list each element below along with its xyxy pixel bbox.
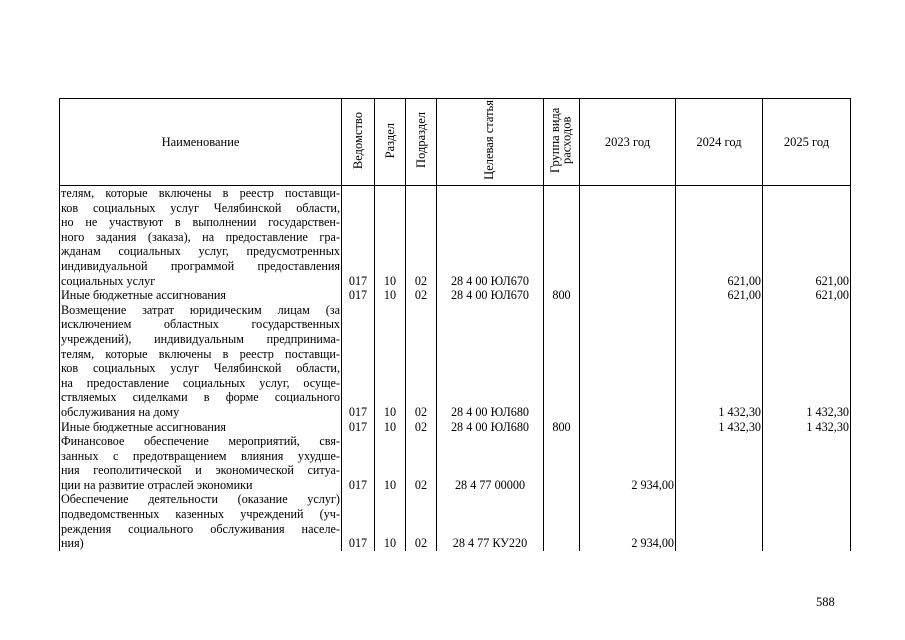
table-row xyxy=(60,186,851,289)
row-2023 xyxy=(580,420,676,435)
header-gruppa: Группа вида расходов xyxy=(544,99,580,186)
row-name-line: Иные бюджетные ассигнования xyxy=(61,419,227,434)
row-name-line: ции на развитие отраслей экономики xyxy=(61,477,253,492)
row-2023 xyxy=(580,303,676,420)
row-2024 xyxy=(676,492,763,550)
row-razdel: 10 xyxy=(375,186,406,289)
row-podrazdel: 02 xyxy=(406,303,437,420)
row-vedomstvo: 017 xyxy=(342,288,375,303)
row-name-line: ков социальных услуг Челябинской области, xyxy=(61,200,340,215)
row-2023 xyxy=(580,288,676,303)
row-razdel: 10 xyxy=(375,434,406,492)
header-podrazdel: Подраздел xyxy=(406,99,437,186)
row-name-line: индивидуальной программой предоставления xyxy=(61,258,340,273)
row-name-line: реждения социального обслуживания населе- xyxy=(61,521,340,536)
row-name xyxy=(60,492,342,550)
row-2025 xyxy=(763,492,851,550)
row-name-line: Возмещение затрат юридическим лицам (за xyxy=(61,302,340,317)
row-celevaya: 28 4 77 КУ220 xyxy=(437,492,544,550)
row-name-line: Обеспечение деятельности (оказание услуг) xyxy=(61,492,340,507)
row-podrazdel: 02 xyxy=(406,420,437,435)
row-name-line: жданам социальных услуг, предусмотренных xyxy=(61,244,340,259)
row-name-line: ния) xyxy=(61,536,84,551)
row-razdel: 10 xyxy=(375,288,406,303)
row-2024: 1 432,30 xyxy=(676,420,763,435)
row-celevaya: 28 4 00 ЮЛ680 xyxy=(437,420,544,435)
header-celevaya: Целевая статья xyxy=(437,99,544,186)
header-2023: 2023 год xyxy=(580,99,676,186)
row-name-line: ния геополитической и экономической ситуа- xyxy=(61,463,340,478)
row-2023 xyxy=(580,186,676,289)
table-row xyxy=(60,420,851,435)
row-name-line: Финансовое обеспечение мероприятий, свя- xyxy=(61,434,340,449)
row-razdel: 10 xyxy=(375,492,406,550)
row-name-line: исключением областных государственных xyxy=(61,317,340,332)
row-vedomstvo: 017 xyxy=(342,492,375,550)
row-2025: 621,00 xyxy=(763,288,851,303)
row-name xyxy=(60,420,342,435)
table-row xyxy=(60,288,851,303)
row-celevaya: 28 4 77 00000 xyxy=(437,434,544,492)
row-name-line: обслуживания на дому xyxy=(61,404,180,419)
row-vedomstvo: 017 xyxy=(342,186,375,289)
row-name xyxy=(60,303,342,420)
page-number: 588 xyxy=(816,595,835,609)
row-name-line: подведомственных казенных учреждений (уч- xyxy=(61,507,340,522)
row-celevaya: 28 4 00 ЮЛ670 xyxy=(437,186,544,289)
row-name xyxy=(60,186,342,289)
row-name-line: на предоставление социальных услуг, осуще- xyxy=(61,375,340,390)
row-vedomstvo: 017 xyxy=(342,434,375,492)
row-podrazdel: 02 xyxy=(406,288,437,303)
row-podrazdel: 02 xyxy=(406,186,437,289)
row-name xyxy=(60,434,342,492)
row-2025: 621,00 xyxy=(763,186,851,289)
row-name-line: социальных услуг xyxy=(61,273,156,288)
table-row xyxy=(60,492,851,550)
row-vedomstvo: 017 xyxy=(342,303,375,420)
header-2025: 2025 год xyxy=(763,99,851,186)
table-row xyxy=(60,303,851,420)
row-name-line: телям, которые включены в реестр поставщи- xyxy=(61,186,340,200)
budget-table xyxy=(59,98,851,551)
header-2024: 2024 год xyxy=(676,99,763,186)
row-gruppa xyxy=(544,186,580,289)
row-gruppa: 800 xyxy=(544,420,580,435)
row-2023: 2 934,00 xyxy=(580,492,676,550)
table-header-row xyxy=(60,99,851,186)
row-name-line: телям, которые включены в реестр поставщи- xyxy=(61,346,340,361)
row-celevaya: 28 4 00 ЮЛ670 xyxy=(437,288,544,303)
table-row xyxy=(60,434,851,492)
row-gruppa xyxy=(544,303,580,420)
header-vedomstvo: Ведомство xyxy=(342,99,375,186)
row-2024: 1 432,30 xyxy=(676,303,763,420)
row-name-line: ков социальных услуг Челябинской области, xyxy=(61,361,340,376)
row-name-line: но не участвуют в выполнении государствен- xyxy=(61,215,340,230)
row-2023: 2 934,00 xyxy=(580,434,676,492)
header-razdel: Раздел xyxy=(375,99,406,186)
row-podrazdel: 02 xyxy=(406,492,437,550)
row-name-line: занных с предотвращением влияния ухудше- xyxy=(61,448,340,463)
row-name-line: ствляемых сиделками в форме социального xyxy=(61,390,340,405)
row-name xyxy=(60,288,342,303)
row-celevaya: 28 4 00 ЮЛ680 xyxy=(437,303,544,420)
row-name-line: учреждений), индивидуальным предпринима- xyxy=(61,331,340,346)
row-podrazdel: 02 xyxy=(406,434,437,492)
row-gruppa: 800 xyxy=(544,288,580,303)
row-2024 xyxy=(676,434,763,492)
row-2024: 621,00 xyxy=(676,288,763,303)
row-name-line: Иные бюджетные ассигнования xyxy=(61,288,227,303)
row-gruppa xyxy=(544,492,580,550)
row-2025: 1 432,30 xyxy=(763,420,851,435)
row-gruppa xyxy=(544,434,580,492)
row-name-line: ного задания (заказа), на предоставление гра- xyxy=(61,229,340,244)
header-name: Наименование xyxy=(60,99,342,186)
row-2024: 621,00 xyxy=(676,186,763,289)
row-2025: 1 432,30 xyxy=(763,303,851,420)
row-vedomstvo: 017 xyxy=(342,420,375,435)
row-razdel: 10 xyxy=(375,303,406,420)
row-razdel: 10 xyxy=(375,420,406,435)
row-2025 xyxy=(763,434,851,492)
